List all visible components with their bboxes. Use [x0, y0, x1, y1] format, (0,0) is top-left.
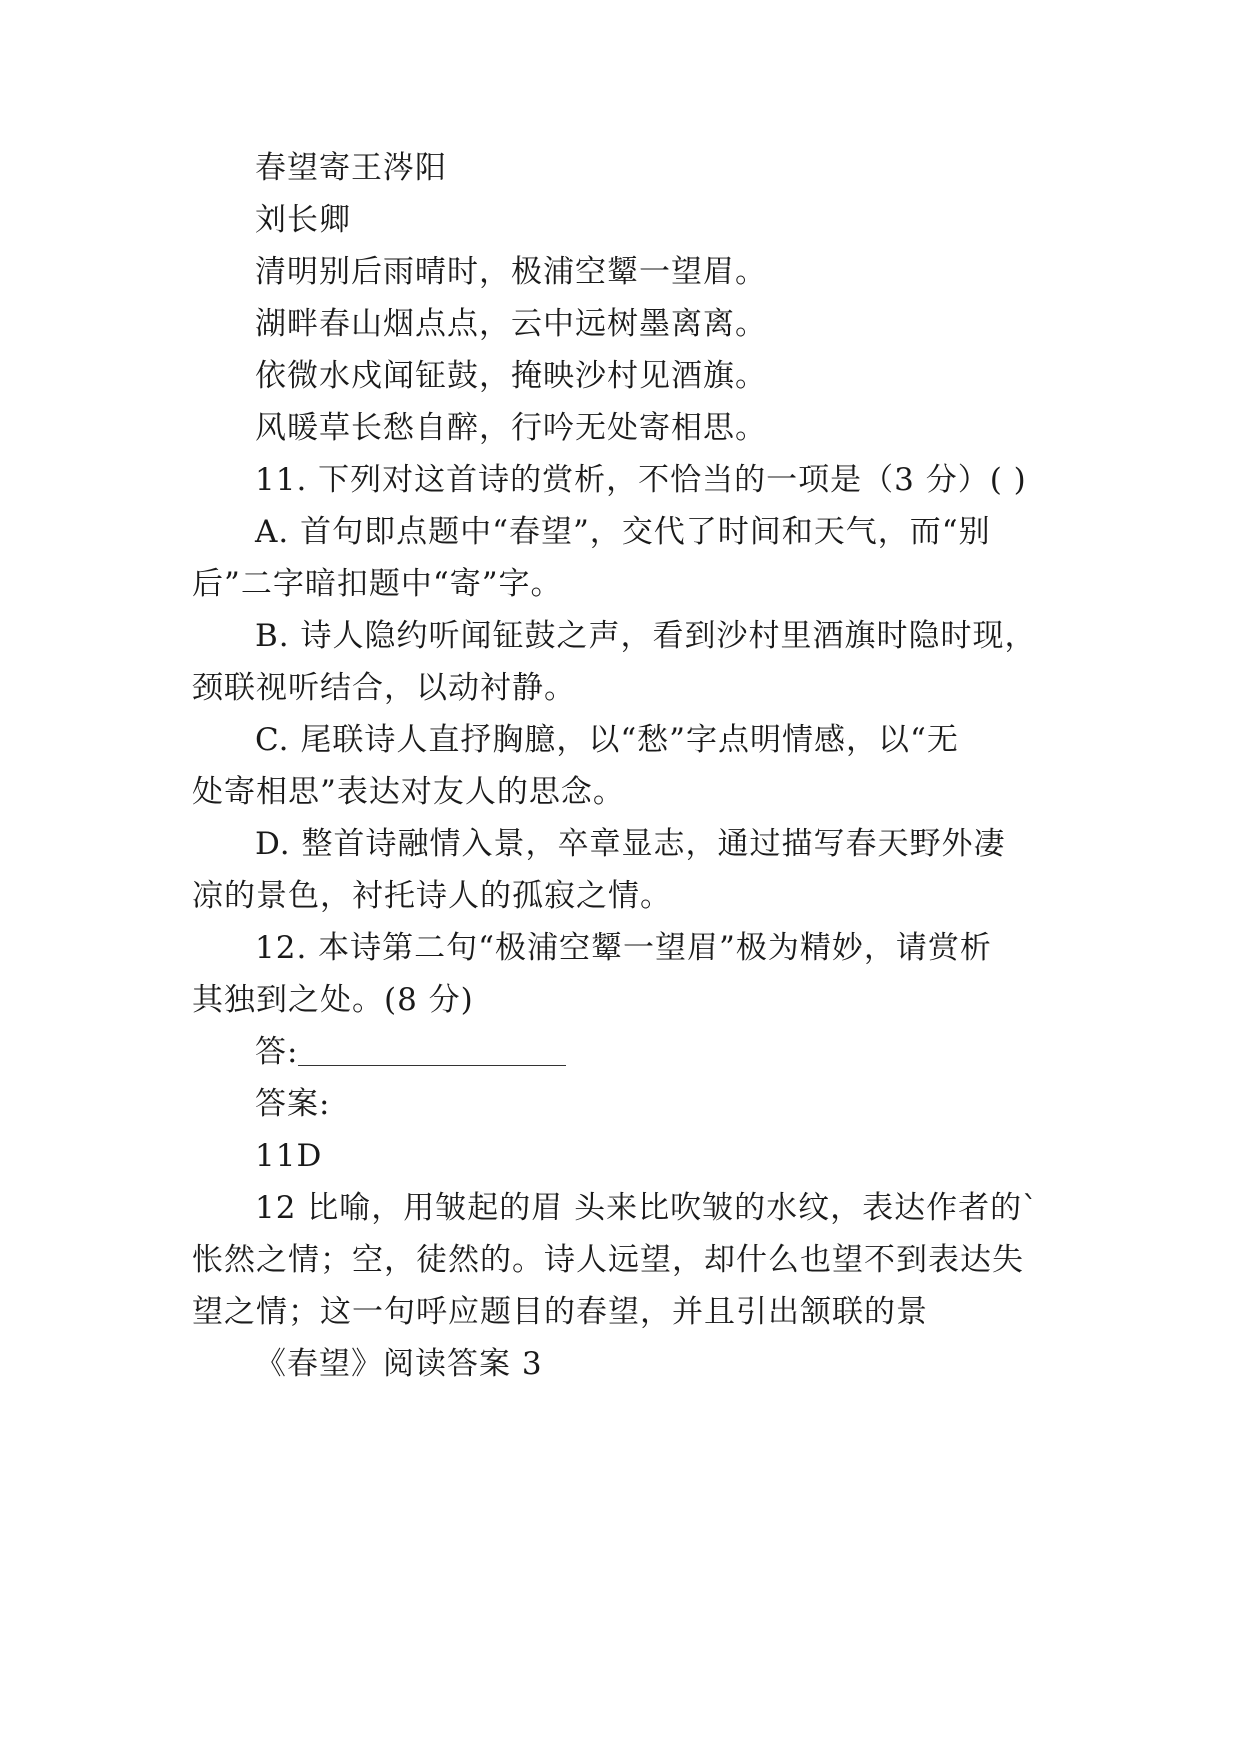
answer-12-line-2: 怅然之情；空，徒然的。诗人远望，却什么也望不到表达失 — [192, 1242, 1024, 1278]
option-b-line-2: 颈联视听结合，以动衬静。 — [192, 670, 576, 706]
option-d-line-1: D. 整首诗融情入景，卒章显志，通过描写春天野外凄 — [255, 826, 1006, 862]
answers-heading: 答案: — [255, 1086, 331, 1122]
question-12-stem-line-2: 其独到之处。(8 分) — [192, 982, 474, 1018]
question-12-stem-line-1: 12. 本诗第二句“极浦空颦一望眉”极为精妙，请赏析 — [255, 930, 992, 966]
option-c-line-2: 处寄相思”表达对友人的思念。 — [192, 774, 625, 810]
answer-prefix: 答: — [255, 1034, 299, 1070]
option-d-line-2: 凉的景色，衬托诗人的孤寂之情。 — [192, 878, 672, 914]
poem-title: 春望寄王涔阳 — [255, 150, 447, 186]
poem-author: 刘长卿 — [255, 202, 351, 238]
answer-12-line-3: 望之情；这一句呼应题目的春望，并且引出颔联的景 — [192, 1294, 928, 1330]
poem-line: 风暖草长愁自醉，行吟无处寄相思。 — [255, 410, 767, 446]
answer-blank — [298, 1035, 566, 1066]
poem-line: 依微水戍闻钲鼓，掩映沙村见酒旗。 — [255, 358, 767, 394]
poem-line: 湖畔春山烟点点，云中远树墨离离。 — [255, 306, 767, 342]
option-b-line-1: B. 诗人隐约听闻钲鼓之声，看到沙村里酒旗时隐时现， — [255, 618, 1037, 654]
option-a-line-1: A. 首句即点题中“春望”，交代了时间和天气，而“别 — [255, 514, 991, 550]
answer-11: 11D — [255, 1138, 323, 1174]
option-a-line-2: 后”二字暗扣题中“寄”字。 — [192, 566, 563, 602]
next-section-title: 《春望》阅读答案 3 — [255, 1346, 543, 1382]
poem-line: 清明别后雨晴时，极浦空颦一望眉。 — [255, 254, 767, 290]
option-c-line-1: C. 尾联诗人直抒胸臆，以“愁”字点明情感，以“无 — [255, 722, 959, 758]
answer-12-line-1: 12 比喻，用皱起的眉 头来比吹皱的水纹，表达作者的` — [255, 1190, 1039, 1226]
answer-line — [0, 1032, 1241, 1072]
question-11-stem: 11. 下列对这首诗的赏析，不恰当的一项是（3 分）( ) — [255, 462, 1027, 498]
